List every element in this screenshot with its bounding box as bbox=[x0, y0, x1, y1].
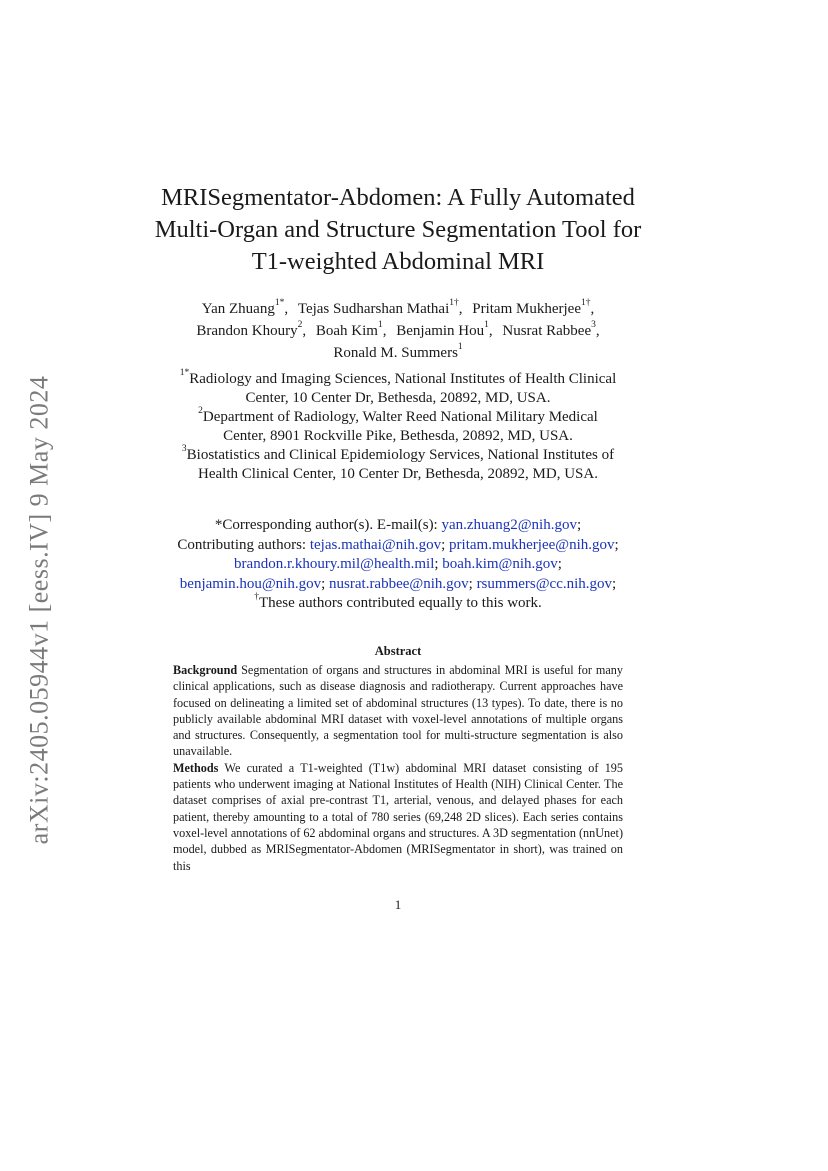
author: Benjamin Hou$^1$, bbox=[396, 320, 493, 339]
arxiv-identifier: arXiv:2405.05944v1 [eess.IV] 9 May 2024 bbox=[24, 375, 53, 845]
affiliation: $^2$Department of Radiology, Walter Reed National Military Medical Center, 8901 Rockville Pike, Bethesda, 20892, MD, USA. bbox=[198, 406, 598, 444]
contact-block: *Corresponding author(s). E-mail(s): yan.zhuang2@nih.gov; Contributing authors: tejas.mathai@nih.gov; pritam.mukherjee@nih.gov; brandon.r.khoury.mil@health.mil; boah.kim@nih.gov; benjamin.hou@nih.gov; nusrat.rabbee@nih.gov; rsummers@cc.nih.gov; †These authors contributed equally to this work. bbox=[100, 516, 696, 614]
email-link[interactable]: pritam.mukherjee@nih.gov bbox=[449, 536, 615, 553]
corresponding-author-line: *Corresponding author(s). E-mail(s): yan.zhuang2@nih.gov; bbox=[214, 517, 582, 533]
title-line: T1-weighted Abdominal MRI bbox=[251, 248, 545, 275]
email-link[interactable]: rsummers@cc.nih.gov bbox=[476, 575, 613, 592]
abstract-background: Background Segmentation of organs and structures in abdominal MRI is useful for many clinical applications, such as disease diagnosis and radiotherapy. Current approaches have focused on delineating a limited set of abdominal structures (13 types). To date, there is no publicly available abdominal MRI dataset with voxel-level annotations of multiple organs and structures. Consequently, a segmentation tool for multi-structure segmentation is also unavailable. bbox=[173, 663, 623, 759]
author: Pritam Mukherjee$^{1\dagger}$, bbox=[472, 298, 595, 317]
title-line: MRISegmentator-Abdomen: A Fully Automated bbox=[161, 184, 635, 211]
author: Tejas Sudharshan Mathai$^{1\dagger}$, bbox=[297, 298, 463, 317]
affiliations bbox=[100, 370, 696, 484]
author: Nusrat Rabbee$^3$, bbox=[502, 320, 600, 339]
email-link[interactable]: benjamin.hou@nih.gov bbox=[179, 575, 322, 592]
affiliation: $^3$Biostatistics and Clinical Epidemiology Services, National Institutes of Health Clinical Center, 10 Center Dr, Bethesda, 20892, MD, USA. bbox=[181, 444, 615, 482]
email-link[interactable]: yan.zhuang2@nih.gov bbox=[441, 517, 577, 533]
author: Yan Zhuang$^{1*}$, bbox=[201, 298, 289, 317]
email-link[interactable]: brandon.r.khoury.mil@health.mil bbox=[234, 556, 435, 572]
contributing-authors-line: Contributing authors: tejas.mathai@nih.gov; pritam.mukherjee@nih.gov; bbox=[177, 536, 619, 553]
author-list bbox=[100, 298, 696, 364]
equal-contribution-note: †These authors contributed equally to this work. bbox=[254, 592, 542, 611]
email-link[interactable]: boah.kim@nih.gov bbox=[442, 556, 558, 572]
abstract-heading: Abstract bbox=[374, 644, 422, 658]
abstract-body bbox=[173, 662, 623, 874]
title-line: Multi-Organ and Structure Segmentation Tool for bbox=[154, 216, 642, 243]
author: Boah Kim$^1$, bbox=[315, 320, 387, 339]
page-number: 1 bbox=[394, 897, 402, 912]
email-link[interactable]: tejas.mathai@nih.gov bbox=[309, 536, 442, 553]
affiliation: $^{1*}$Radiology and Imaging Sciences, National Institutes of Health Clinical Center, 10 Center Dr, Bethesda, 20892, MD, USA. bbox=[179, 368, 617, 406]
author: Ronald M. Summers$^1$ bbox=[333, 342, 463, 361]
arxiv-side-stamp bbox=[14, 360, 64, 860]
author: Brandon Khoury$^2$, bbox=[196, 320, 307, 339]
email-link[interactable]: nusrat.rabbee@nih.gov bbox=[329, 575, 469, 592]
paper-title bbox=[100, 182, 696, 278]
abstract-methods: Methods We curated a T1-weighted (T1w) abdominal MRI dataset consisting of 195 patients who underwent imaging at National Institutes of Health (NIH) Clinical Center. The dataset comprises of axial pre-contrast T1, arterial, venous, and delayed phases for each patient, thereby amounting to a total of 780 series (69,248 2D slices). Each series contains voxel-level annotations of 62 abdominal organs and structures. A 3D segmentation (nnUnet) model, dubbed as MRISegmentator-Abdomen (MRISegmentator in short), was trained on this bbox=[173, 760, 623, 873]
